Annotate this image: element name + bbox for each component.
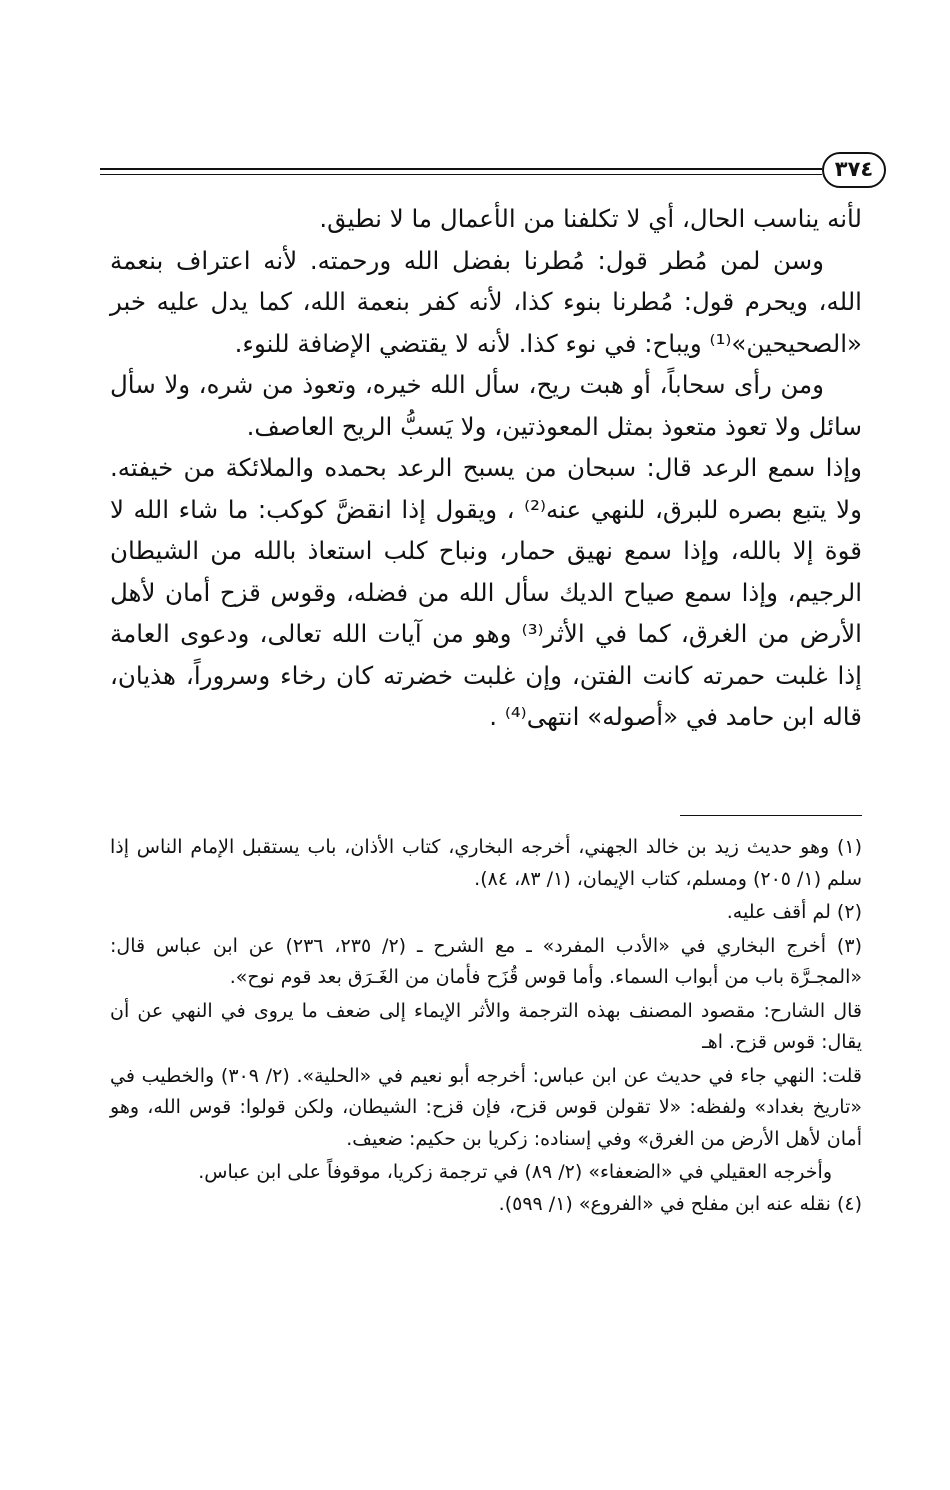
main-text bbox=[110, 198, 862, 738]
footnote-separator bbox=[680, 815, 862, 816]
page-number: ٣٧٤ bbox=[822, 152, 886, 188]
header-rule bbox=[100, 168, 822, 175]
footnote: (١) وهو حديث زيد بن خالد الجهني، أخرجه البخاري، كتاب الأذان، باب يستقبل الإمام الناس إذا سلم (١/ ٢٠٥) ومسلم، كتاب الإيمان، (١/ ٨٣، ٨٤). bbox=[110, 836, 862, 890]
footnote: (٢) لم أقف عليه. bbox=[726, 901, 862, 923]
main-paragraph: ومن رأى سحاباً، أو هبت ريح، سأل الله خيره، وتعوذ من شره، ولا سأل سائل ولا تعوذ متعوذ بمثل المعوذتين، ولا يَسبُّ الريح العاصف. bbox=[110, 370, 862, 441]
footnote-continuation: وأخرجه العقيلي في «الضعفاء» (٢/ ٨٩) في ترجمة زكريا، موقوفاً على ابن عباس. bbox=[198, 1161, 832, 1183]
main-paragraph: وإذا سمع الرعد قال: سبحان من يسبح الرعد بحمده والملائكة من خيفته. ولا يتبع بصره للبرق، للنهي عنه⁽²⁾ ، ويقول إذا انقضَّ كوكب: ما شاء الله لا قوة إلا بالله، وإذا سمع نهيق حمار، ونباح كلب استعاذ بالله من الشيطان الرجيم، وإذا سمع صياح الديك سأل الله من فضله، وقوس قزح أمان لأهل الأرض من الغرق، كما في الأثر⁽³⁾ وهو من آيات الله تعالى، ودعوى العامة إذا غلبت حمرته كانت الفتن، وإن غلبت خضرته كان رخاء وسروراً، هذيان، قاله ابن حامد في «أصوله» انتهى⁽⁴⁾ . bbox=[110, 453, 862, 731]
main-paragraph: لأنه يناسب الحال، أي لا تكلفنا من الأعمال ما لا نطيق. bbox=[319, 204, 862, 233]
footnote: (٣) أخرج البخاري في «الأدب المفرد» ـ مع الشرح ـ (٢/ ٢٣٥، ٢٣٦) عن ابن عباس قال: «المجـرَّة باب من أبواب السماء. وأما قوس قُزَح فأمان من الغَـرَق بعد قوم نوح». bbox=[110, 934, 862, 988]
footnote-continuation: قال الشارح: مقصود المصنف بهذه الترجمة والأثر الإيماء إلى ضعف ما يروى في النهي عن أن يقال: قوس قزح. اهـ bbox=[110, 999, 862, 1053]
footnote-continuation: قلت: النهي جاء في حديث عن ابن عباس: أخرجه أبو نعيم في «الحلية». (٢/ ٣٠٩) والخطيب في «تاريخ بغداد» ولفظه: «لا تقولن قوس قزح، فإن قزح: الشيطان، ولكن قولوا: قوس الله، وهو أمان لأهل الأرض من الغرق» وفي إسناده: زكريا بن حكيم: ضعيف. bbox=[110, 1064, 862, 1150]
footnotes bbox=[110, 832, 862, 1220]
main-paragraph: وسن لمن مُطر قول: مُطرنا بفضل الله ورحمته. لأنه اعتراف بنعمة الله، ويحرم قول: مُطرنا بنوء كذا، لأنه كفر بنعمة الله، كما يدل عليه خبر «الصحيحين»⁽¹⁾ ويباح: في نوء كذا. لأنه لا يقتضي الإضافة للنوء. bbox=[110, 245, 862, 358]
footnote: (٤) نقله عنه ابن مفلح في «الفروع» (١/ ٥٩٩). bbox=[498, 1192, 862, 1215]
